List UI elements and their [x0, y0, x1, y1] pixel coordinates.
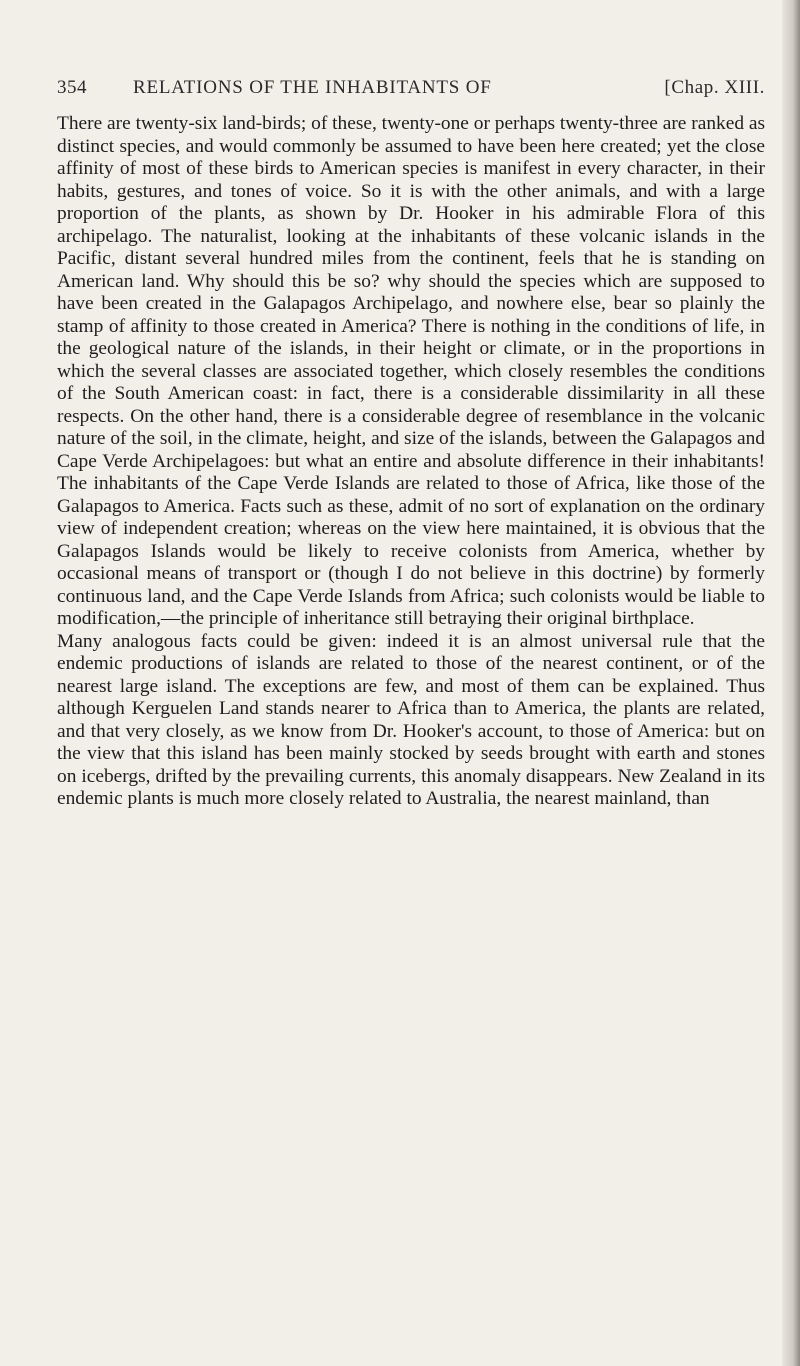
page-number: 354 [57, 77, 87, 98]
page-edge [782, 0, 800, 1366]
body-text [57, 113, 765, 811]
running-header [57, 77, 765, 105]
paragraph-analogous-facts: Many analogous facts could be given: indeed it is an almost universal rule that the endemic productions of islands are related to those of the nearest continent, or of the nearest large island. The exceptions are few, and most of them can be explained. Thus although Kerguelen Land stands nearer to Africa than to America, the plants are related, and that very closely, as we know from Dr. Hooker's account, to those of America: but on the view that this island has been mainly stocked by seeds brought with earth and stones on icebergs, drifted by the prevailing currents, this anomaly disappears. New Zealand in its endemic plants is much more closely related to Australia, the nearest mainland, than [57, 630, 765, 809]
paragraph-galapagos: There are twenty-six land-birds; of these, twenty-one or perhaps twenty-three are ranked as distinct species, and would commonly be assumed to have been here created; yet the close affinity of most of these birds to American species is manifest in every character, in their habits, gestures, and tones of voice. So it is with the other animals, and with a large proportion of the plants, as shown by Dr. Hooker in his admirable Flora of this archipelago. The naturalist, looking at the inhabitants of these volcanic islands in the Pacific, distant several hundred miles from the continent, feels that he is standing on American land. Why should this be so? why should the species which are supposed to have been created in the Galapagos Archipelago, and nowhere else, bear so plainly the stamp of affinity to those created in America? There is nothing in the conditions of life, in the geological nature of the islands, in their height or climate, or in the proportions in which the several classes are associated together, which closely resembles the conditions of the South American coast: in fact, there is a considerable dissimilarity in all these respects. On the other hand, there is a considerable degree of resemblance in the volcanic nature of the soil, in the climate, height, and size of the islands, between the Galapagos and Cape Verde Archipelagoes: but what an entire and absolute difference in their inhabitants! The inhabitants of the Cape Verde Islands are related to those of Africa, like those of the Galapagos to America. Facts such as these, admit of no sort of explanation on the ordinary view of independent creation; whereas on the view here maintained, it is obvious that the Galapagos Islands would be likely to receive colonists from America, whether by occasional means of transport or (though I do not believe in this doctrine) by formerly continuous land, and the Cape Verde Islands from Africa; such colonists would be liable to modification,—the principle of inheritance still betraying their original birthplace. [57, 113, 766, 629]
running-title: RELATIONS OF THE INHABITANTS OF [133, 77, 492, 98]
chapter-reference: [Chap. XIII. [664, 77, 765, 98]
